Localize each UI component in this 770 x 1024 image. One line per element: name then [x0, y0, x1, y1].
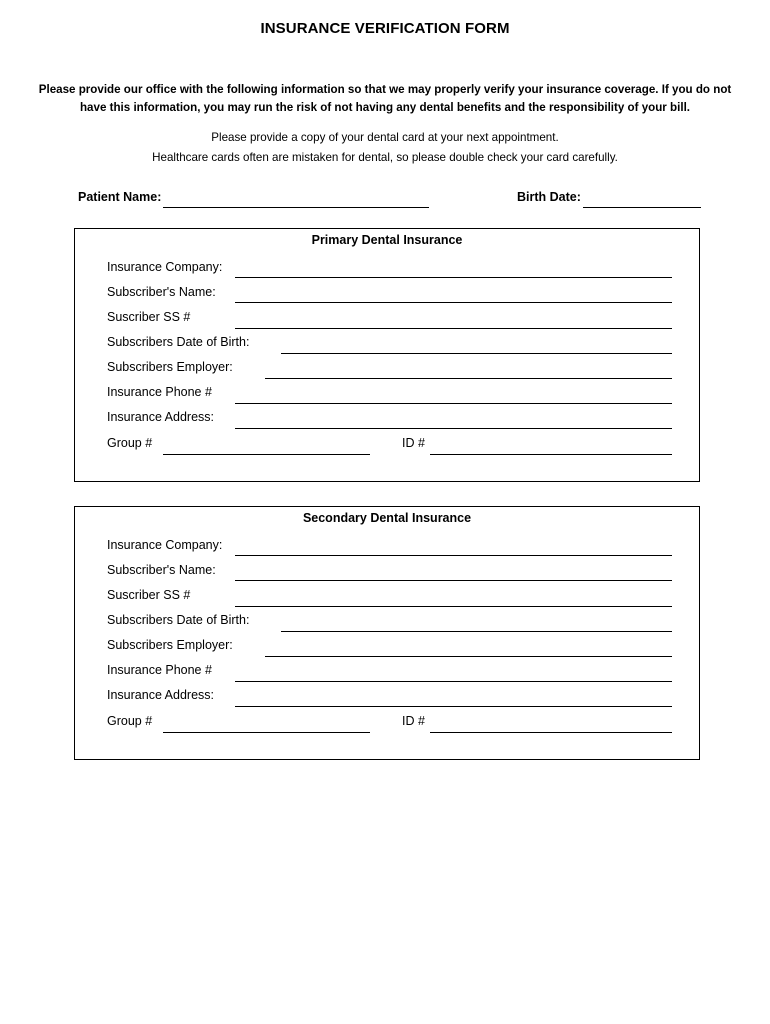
primary-subscriber-employer-field[interactable] [265, 378, 672, 379]
primary-subscriber-dob-field[interactable] [281, 353, 672, 354]
primary-subscriber-dob-label: Subscribers Date of Birth: [107, 335, 250, 349]
patient-name-field[interactable] [163, 207, 429, 208]
secondary-subscriber-ss-field[interactable] [235, 606, 672, 607]
primary-insurance-section [74, 228, 700, 482]
intro-text-line1: Please provide our office with the following information so that we may properly verify your insurance coverage. If you do not [38, 83, 732, 96]
primary-subscriber-ss-field[interactable] [235, 328, 672, 329]
secondary-insurance-company-label: Insurance Company: [107, 538, 223, 552]
form-title: INSURANCE VERIFICATION FORM [260, 20, 510, 37]
primary-section-title: Primary Dental Insurance [311, 233, 463, 247]
primary-id-field[interactable] [430, 454, 672, 455]
secondary-insurance-address-field[interactable] [235, 706, 672, 707]
primary-insurance-address-field[interactable] [235, 428, 672, 429]
secondary-group-label: Group # [107, 714, 153, 728]
primary-insurance-address-label: Insurance Address: [107, 410, 215, 424]
secondary-subscriber-name-label: Subscriber's Name: [107, 563, 216, 577]
primary-group-label: Group # [107, 436, 153, 450]
primary-subscriber-name-field[interactable] [235, 302, 672, 303]
secondary-group-field[interactable] [163, 732, 370, 733]
secondary-id-label: ID # [402, 714, 425, 728]
secondary-section-title: Secondary Dental Insurance [302, 511, 472, 525]
intro-text-line2: have this information, you may run the risk of not having any dental benefits and the responsibility of your bill. [79, 101, 691, 114]
note-text-line1: Please provide a copy of your dental card at your next appointment. [211, 131, 559, 144]
birth-date-label: Birth Date: [517, 190, 581, 204]
secondary-insurance-section [74, 506, 700, 760]
primary-insurance-company-field[interactable] [235, 277, 672, 278]
primary-subscriber-name-label: Subscriber's Name: [107, 285, 216, 299]
secondary-subscriber-dob-field[interactable] [281, 631, 672, 632]
primary-insurance-phone-field[interactable] [235, 403, 672, 404]
secondary-id-field[interactable] [430, 732, 672, 733]
secondary-insurance-phone-field[interactable] [235, 681, 672, 682]
secondary-subscriber-dob-label: Subscribers Date of Birth: [107, 613, 250, 627]
secondary-subscriber-employer-label: Subscribers Employer: [107, 638, 233, 652]
primary-id-label: ID # [402, 436, 425, 450]
secondary-subscriber-name-field[interactable] [235, 580, 672, 581]
note-text-line2: Healthcare cards often are mistaken for dental, so please double check your card carefully. [152, 151, 618, 164]
primary-subscriber-employer-label: Subscribers Employer: [107, 360, 233, 374]
patient-name-label: Patient Name: [78, 190, 162, 204]
primary-subscriber-ss-label: Suscriber SS # [107, 310, 191, 324]
secondary-insurance-phone-label: Insurance Phone # [107, 663, 212, 677]
primary-insurance-company-label: Insurance Company: [107, 260, 223, 274]
secondary-insurance-address-label: Insurance Address: [107, 688, 215, 702]
secondary-subscriber-employer-field[interactable] [265, 656, 672, 657]
primary-group-field[interactable] [163, 454, 370, 455]
birth-date-field[interactable] [583, 207, 701, 208]
primary-insurance-phone-label: Insurance Phone # [107, 385, 212, 399]
secondary-subscriber-ss-label: Suscriber SS # [107, 588, 191, 602]
secondary-insurance-company-field[interactable] [235, 555, 672, 556]
